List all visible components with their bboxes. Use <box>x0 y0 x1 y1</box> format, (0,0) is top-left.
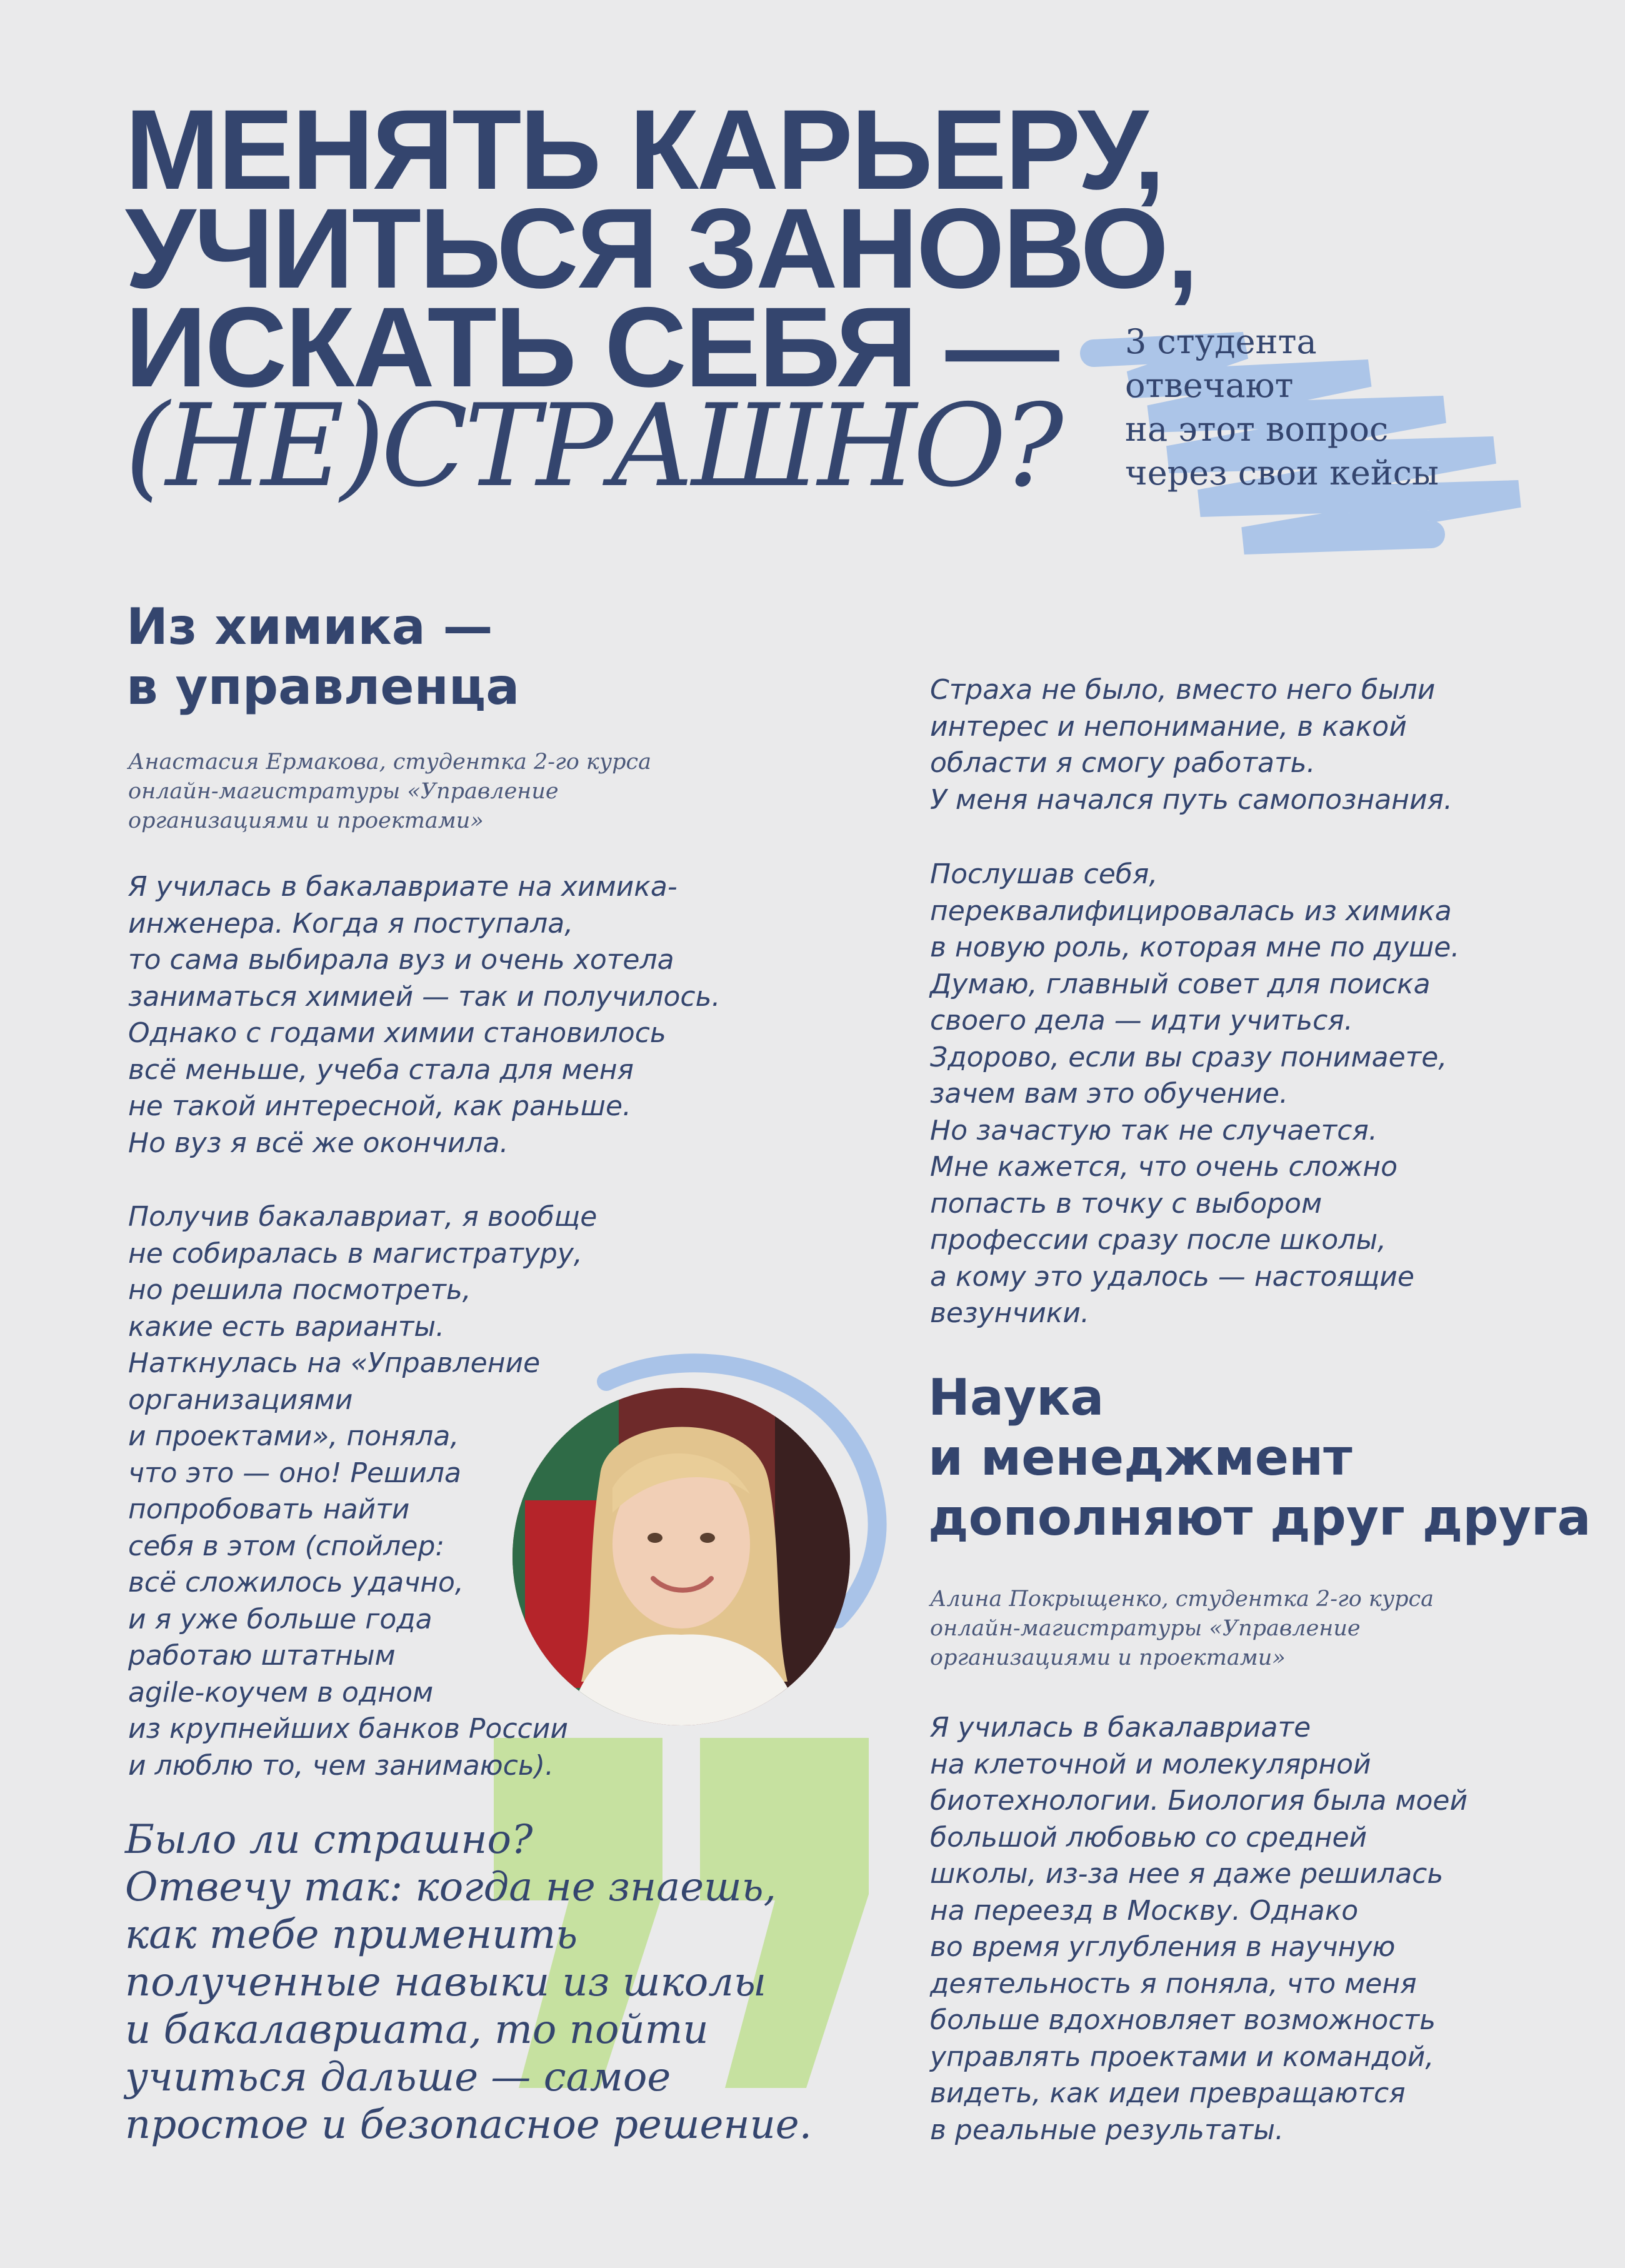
paragraph-line: работаю штатным <box>128 1640 396 1672</box>
intro-text <box>1125 320 1525 495</box>
paragraph-line: Думаю, главный совет для поиска <box>930 968 1431 1000</box>
quote-line: и бакалавриата, то пойти <box>125 2007 709 2053</box>
student-photo <box>512 1388 850 1725</box>
story2-title-line: и менеджмент <box>928 1428 1352 1487</box>
paragraph-line: что это — оно! Решила <box>128 1457 461 1489</box>
paragraph-line: Послушав себя, <box>930 858 1158 890</box>
story2-title <box>928 1368 1591 1548</box>
story1-title-line: в управленца <box>126 658 520 716</box>
paragraph-line: и люблю то, чем занимаюсь). <box>128 1749 554 1782</box>
paragraph-line: agile-коучем в одном <box>128 1676 434 1709</box>
paragraph-line: интерес и непонимание, в какой <box>930 710 1407 743</box>
byline-line: Алина Покрыщенко, студентка 2-го курса <box>930 1587 1434 1612</box>
paragraph-line: организациями <box>128 1383 353 1416</box>
paragraph-line: Здорово, если вы сразу понимаете, <box>930 1041 1448 1073</box>
paragraph-line: биотехнологии. Биология была моей <box>930 1785 1468 1817</box>
paragraph-line: а кому это удалось — настоящие <box>930 1260 1414 1293</box>
intro-line-4: через свои кейсы <box>1125 453 1439 493</box>
paragraph-line: себя в этом (спойлер: <box>128 1530 445 1562</box>
paragraph-line: деятельность я поняла, что меня <box>930 1967 1417 2000</box>
portrait-illustration <box>512 1388 850 1725</box>
story2-title-line: Наука <box>928 1368 1104 1427</box>
story1-title <box>126 597 519 717</box>
paragraph-line: Я училась в бакалавриате на химика- <box>128 871 678 903</box>
paragraph-line: профессии сразу после школы, <box>930 1224 1387 1256</box>
story1-right-paragraph-2 <box>930 856 1459 1332</box>
paragraph-line: на клеточной и молекулярной <box>930 1748 1371 1780</box>
paragraph-line: какие есть варианты. <box>128 1310 445 1343</box>
intro-line-2: отвечают <box>1125 366 1294 405</box>
paragraph-line: и проектами», поняла, <box>128 1420 459 1452</box>
paragraph-line: Страха не было, вместо него были <box>930 674 1436 706</box>
quote-line: Было ли страшно? <box>125 1817 533 1863</box>
paragraph-line: У меня начался путь самопознания. <box>930 783 1452 816</box>
story1-byline <box>128 748 651 836</box>
paragraph-line: видеть, как идеи превращаются <box>930 2077 1406 2109</box>
story1-pull-quote <box>125 1816 925 2149</box>
paragraph-line: Получив бакалавриат, я вообще <box>128 1201 598 1233</box>
headline-line-1: МЕНЯТЬ КАРЬЕРУ, <box>125 86 1164 213</box>
paragraph-line: школы, из-за нее я даже решилась <box>930 1858 1444 1890</box>
story1-right-paragraph-1 <box>930 672 1452 818</box>
paragraph-line: всё меньше, учеба стала для меня <box>128 1053 634 1086</box>
page-headline <box>125 86 1197 512</box>
paragraph-line: попасть в точку с выбором <box>930 1187 1322 1220</box>
paragraph-line: управлять проектами и командой, <box>930 2040 1434 2073</box>
paragraph-line: и я уже больше года <box>128 1603 432 1635</box>
paragraph-line: в реальные результаты. <box>930 2114 1284 2146</box>
paragraph-line: во время углубления в научную <box>930 1931 1396 1963</box>
quote-line: простое и безопасное решение. <box>125 2102 812 2148</box>
paragraph-line: Я училась в бакалавриате <box>930 1712 1311 1744</box>
headline-line-4: (НЕ)СТРАШНО? <box>125 379 1060 512</box>
paragraph-line: Мне кажется, что очень сложно <box>930 1151 1398 1183</box>
paragraph-line: переквалифицировалась из химика <box>930 895 1452 927</box>
paragraph-line: зачем вам это обучение. <box>930 1078 1288 1110</box>
quote-line: учиться дальше — самое <box>125 2054 671 2100</box>
paragraph-line: но решила посмотреть, <box>128 1274 471 1306</box>
paragraph-line: всё сложилось удачно, <box>128 1567 464 1598</box>
paragraph-line: то сама выбирала вуз и очень хотела <box>128 944 674 976</box>
story1-title-line: Из химика — <box>126 598 493 656</box>
paragraph-line: в новую роль, которая мне по душе. <box>930 931 1460 963</box>
story2-paragraph-1 <box>930 1710 1468 2149</box>
byline-line: Анастасия Ермакова, студентка 2-го курса <box>128 750 652 775</box>
paragraph-line: больше вдохновляет возможность <box>930 2004 1436 2036</box>
paragraph-line: не такой интересной, как раньше. <box>128 1090 632 1122</box>
headline-line-3: ИСКАТЬ СЕБЯ — <box>125 283 1058 411</box>
paragraph-line: инженера. Когда я поступала, <box>128 907 574 940</box>
quote-line: как тебе применить <box>125 1912 578 1958</box>
paragraph-line: Однако с годами химии становилось <box>128 1017 666 1049</box>
paragraph-line: заниматься химией — так и получилось. <box>128 980 721 1013</box>
quote-line: Отвечу так: когда не знаешь, <box>125 1864 776 1910</box>
intro-line-1: 3 студента <box>1125 322 1317 361</box>
byline-line: организациями и проектами» <box>128 808 484 833</box>
paragraph-line: области я смогу работать. <box>930 747 1316 779</box>
paragraph-line: из крупнейших банков России <box>128 1713 568 1745</box>
story2-byline <box>930 1585 1434 1673</box>
paragraph-line: Но вуз я всё же окончила. <box>128 1126 509 1159</box>
paragraph-line: на переезд в Москву. Однако <box>930 1894 1359 1927</box>
byline-line: организациями и проектами» <box>930 1645 1286 1670</box>
byline-line: онлайн-магистратуры «Управление <box>930 1616 1361 1641</box>
paragraph-line: Но зачастую так не случается. <box>930 1114 1378 1147</box>
paragraph-line: своего дела — идти учиться. <box>930 1005 1353 1036</box>
paragraph-line: попробовать найти <box>128 1493 410 1525</box>
byline-line: онлайн-магистратуры «Управление <box>128 779 559 804</box>
story1-paragraph-1 <box>128 869 720 1162</box>
intro-line-3: на этот вопрос <box>1125 409 1389 449</box>
paragraph-line: большой любовью со средней <box>930 1821 1368 1854</box>
headline-line-2: УЧИТЬСЯ ЗАНОВО, <box>125 184 1197 312</box>
story2-title-line: дополняют друг друга <box>928 1488 1591 1547</box>
paragraph-line: Наткнулась на «Управление <box>128 1347 541 1379</box>
paragraph-line: везунчики. <box>930 1297 1089 1329</box>
quote-line: полученные навыки из школы <box>125 1959 767 2005</box>
paragraph-line: не собиралась в магистратуру, <box>128 1237 582 1270</box>
